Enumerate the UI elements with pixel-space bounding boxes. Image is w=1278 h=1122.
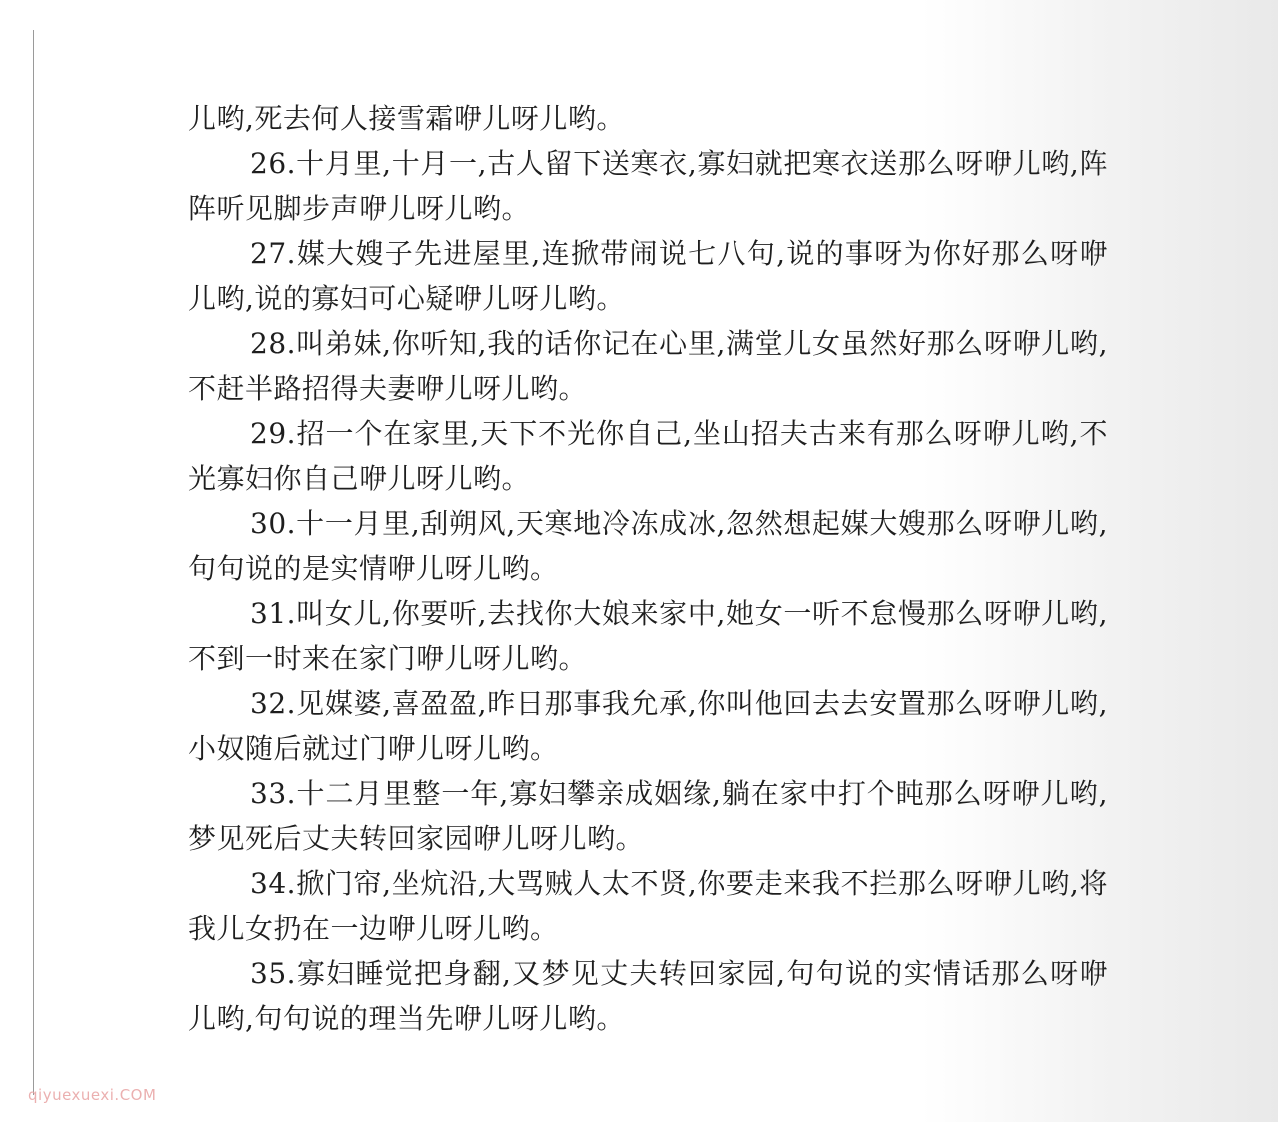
paragraph-28: 28.叫弟妹,你听知,我的话你记在心里,满堂儿女虽然好那么呀咿儿哟,不赶半路招得夫妻咿儿呀儿哟。 <box>188 327 1108 405</box>
paragraph-34: 34.掀门帘,坐炕沿,大骂贼人太不贤,你要走来我不拦那么呀咿儿哟,将我儿女扔在一边咿儿呀儿哟。 <box>188 867 1108 945</box>
paragraph-35: 35.寡妇睡觉把身翻,又梦见丈夫转回家园,句句说的实情话那么呀咿儿哟,句句说的理当先咿儿呀儿哟。 <box>188 957 1108 1035</box>
paragraph-33: 33.十二月里整一年,寡妇攀亲成姻缘,躺在家中打个盹那么呀咿儿哟,梦见死后丈夫转回家园咿儿呀儿哟。 <box>188 777 1108 855</box>
paragraph-30: 30.十一月里,刮朔风,天寒地冷冻成冰,忽然想起媒大嫂那么呀咿儿哟,句句说的是实情咿儿呀儿哟。 <box>188 507 1108 585</box>
paragraph-27: 27.媒大嫂子先进屋里,连掀带闹说七八句,说的事呀为你好那么呀咿儿哟,说的寡妇可心疑咿儿呀儿哟。 <box>188 237 1108 315</box>
site-watermark: qiyuexuexi.COM <box>28 1086 157 1104</box>
paragraph-32: 32.见媒婆,喜盈盈,昨日那事我允承,你叫他回去去安置那么呀咿儿哟,小奴随后就过门咿儿呀儿哟。 <box>188 687 1108 765</box>
paragraph-continuation: 儿哟,死去何人接雪霜咿儿呀儿哟。 <box>188 102 625 135</box>
binding-line <box>33 30 34 1095</box>
lyrics-text-block <box>188 96 1108 1041</box>
paragraph-29: 29.招一个在家里,天下不光你自己,坐山招夫古来有那么呀咿儿哟,不光寡妇你自己咿儿呀儿哟。 <box>188 417 1108 495</box>
paragraph-31: 31.叫女儿,你要听,去找你大娘来家中,她女一听不怠慢那么呀咿儿哟,不到一时来在家门咿儿呀儿哟。 <box>188 597 1108 675</box>
paragraph-26: 26.十月里,十月一,古人留下送寒衣,寡妇就把寒衣送那么呀咿儿哟,阵阵听见脚步声咿儿呀儿哟。 <box>188 147 1108 225</box>
